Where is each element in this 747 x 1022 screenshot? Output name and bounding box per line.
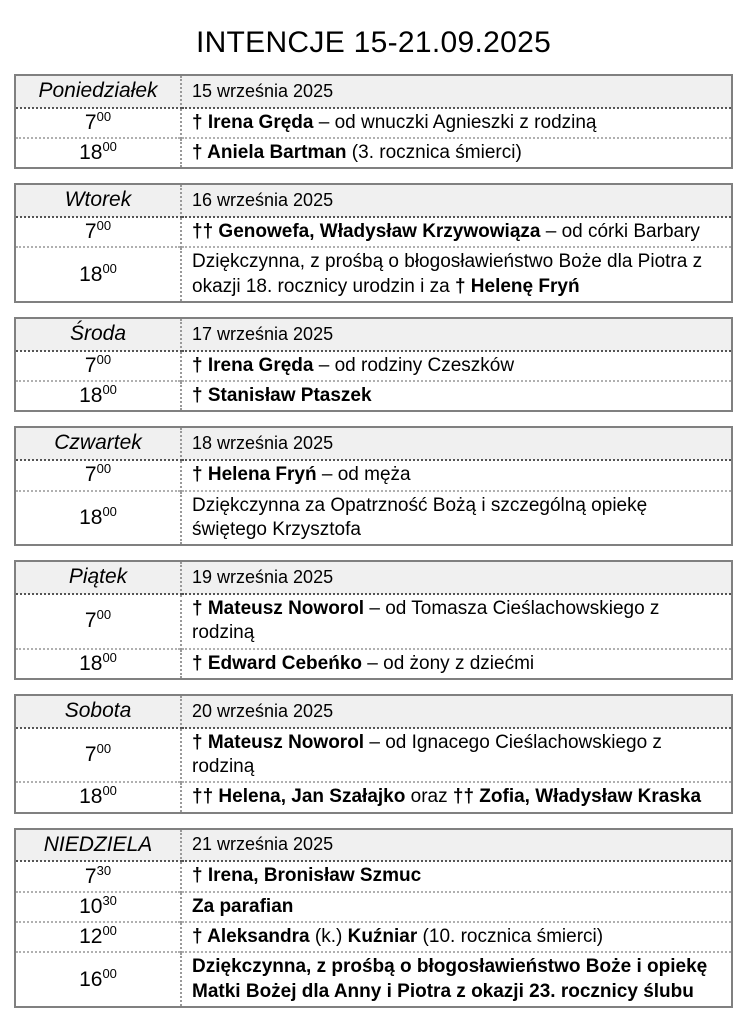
intention-row [15, 351, 732, 381]
mass-time-cell: $12^{00}$ [15, 922, 181, 952]
intention-bold-text: † Irena Gręda [192, 111, 314, 133]
intention-text-cell [181, 594, 732, 649]
mass-time-cell: $10^{30}$ [15, 892, 181, 922]
document-page [0, 26, 747, 1008]
intention-text-cell [181, 782, 732, 812]
intention-bold-text: † Helenę Fryń [454, 275, 580, 297]
intention-regular-text: oraz [405, 786, 453, 808]
mass-time-cell: $18^{00}$ [15, 491, 181, 546]
intention-regular-text: – od męża [316, 464, 411, 486]
intention-row [15, 381, 732, 411]
intention-row [15, 728, 732, 783]
intention-regular-text: (3. rocznica śmierci) [346, 142, 522, 164]
time-minutes-superscript: 00 [96, 352, 112, 368]
time-minutes-superscript: 30 [96, 862, 112, 878]
time-minutes-superscript: 00 [96, 607, 112, 623]
day-name-cell: Wtorek [15, 184, 181, 217]
intention-text-cell [181, 351, 732, 381]
intention-bold-text: †† Genowefa, Władysław Krzywowiąza [192, 221, 541, 243]
day-table [14, 74, 733, 169]
mass-time-cell: $7^{00}$ [15, 594, 181, 649]
intention-text-cell [181, 247, 732, 302]
intention-bold-text: † Mateusz Noworol [192, 731, 365, 753]
intention-bold-text: †† Zofia, Władysław Kraska [452, 786, 702, 808]
mass-time-cell: $18^{00}$ [15, 247, 181, 302]
day-header-row [15, 318, 732, 351]
time-minutes-superscript: 00 [102, 382, 117, 398]
day-name-cell: Poniedziałek [15, 75, 181, 108]
time-minutes-superscript: 00 [102, 503, 117, 519]
intention-regular-text: – od wnuczki Agnieszki z rodziną [313, 111, 597, 133]
intention-row [15, 782, 732, 812]
intention-bold-text: † Stanisław Ptaszek [192, 385, 372, 407]
date-cell: 17 września 2025 [181, 318, 732, 351]
intention-regular-text: (10. rocznica śmierci) [417, 925, 604, 947]
time-minutes-superscript: 00 [102, 139, 117, 155]
intention-regular-text: – od Tomasza Cieślachowskiego z rodziną [192, 597, 660, 644]
day-name-cell: NIEDZIELA [15, 829, 181, 862]
intention-regular-text: – od rodziny Czeszków [313, 354, 515, 376]
intention-bold-text: † Aleksandra [192, 925, 310, 947]
mass-time-cell: $18^{00}$ [15, 138, 181, 168]
intention-row [15, 108, 732, 138]
intention-bold-text: † Mateusz Noworol [192, 597, 365, 619]
date-cell: 21 września 2025 [181, 829, 732, 862]
intention-row [15, 952, 732, 1007]
intention-regular-text: Dziękczynna za Opatrzność Bożą i szczególną opiekę świętego Krzysztofa [192, 494, 648, 540]
time-minutes-superscript: 00 [102, 260, 117, 276]
intention-row [15, 861, 732, 891]
intention-bold-text: † Edward Cebeńko [192, 652, 362, 674]
time-minutes-superscript: 00 [96, 218, 112, 234]
time-minutes-superscript: 00 [96, 108, 112, 124]
intention-regular-text: – od córki Barbary [540, 221, 700, 243]
intention-row [15, 594, 732, 649]
intention-regular-text: (k.) [309, 925, 348, 947]
day-header-row [15, 75, 732, 108]
date-cell: 20 września 2025 [181, 695, 732, 728]
mass-time-cell: $18^{00}$ [15, 381, 181, 411]
intention-regular-text: – od żony z dziećmi [362, 652, 535, 674]
day-table [14, 183, 733, 303]
mass-time-cell: $7^{00}$ [15, 217, 181, 247]
intention-text-cell [181, 728, 732, 783]
intention-bold-text: † Irena, Bronisław Szmuc [192, 865, 422, 887]
intention-row [15, 922, 732, 952]
intention-row [15, 892, 732, 922]
intention-bold-text: Za parafian [192, 895, 294, 917]
intention-row [15, 217, 732, 247]
day-table [14, 426, 733, 546]
intention-text-cell [181, 381, 732, 411]
intention-row [15, 491, 732, 546]
intention-bold-text: Dziękczynna, z prośbą o błogosławieństwo Boże i opiekę Matki Bożej dla Anny i Piotra z okazji 23. rocznicy ślubu [192, 956, 708, 1002]
time-minutes-superscript: 00 [96, 740, 112, 756]
intention-row [15, 649, 732, 679]
mass-time-cell: $7^{00}$ [15, 351, 181, 381]
day-header-row [15, 829, 732, 862]
intention-text-cell [181, 460, 732, 490]
intention-text-cell [181, 892, 732, 922]
mass-time-cell: $7^{00}$ [15, 460, 181, 490]
page-title: INTENCJE 15-21.09.2025 [195, 26, 552, 59]
intention-text-cell [181, 861, 732, 891]
day-table [14, 560, 733, 680]
intention-bold-text: Kuźniar [347, 925, 418, 947]
intention-regular-text: – od Ignacego Cieślachowskiego z rodziną [192, 731, 662, 777]
intention-text-cell [181, 649, 732, 679]
intention-row [15, 460, 732, 490]
mass-time-cell: $7^{00}$ [15, 728, 181, 783]
intention-bold-text: † Aniela Bartman [192, 142, 347, 164]
date-cell: 19 września 2025 [181, 561, 732, 594]
day-table [14, 317, 733, 412]
intention-text-cell [181, 952, 732, 1007]
intention-text-cell [181, 108, 732, 138]
intention-bold-text: † Helena Fryń [192, 464, 317, 486]
mass-time-cell: $18^{00}$ [15, 649, 181, 679]
mass-time-cell: $7^{30}$ [15, 861, 181, 891]
day-header-row [15, 695, 732, 728]
time-minutes-superscript: 00 [96, 461, 112, 477]
time-minutes-superscript: 00 [102, 649, 117, 665]
day-header-row [15, 427, 732, 460]
day-header-row [15, 184, 732, 217]
day-table [14, 828, 733, 1008]
intention-text-cell [181, 491, 732, 546]
schedule-tables [0, 74, 747, 1008]
time-minutes-superscript: 00 [102, 965, 117, 981]
mass-time-cell: $18^{00}$ [15, 782, 181, 812]
day-header-row [15, 561, 732, 594]
intention-text-cell [181, 217, 732, 247]
intention-bold-text: † Irena Gręda [192, 354, 314, 376]
time-minutes-superscript: 00 [102, 923, 117, 939]
intention-regular-text: Dziękczynna, z prośbą o błogosławieństwo Boże dla Piotra z okazji 18. rocznicy urodzin i za [192, 251, 703, 297]
date-cell: 18 września 2025 [181, 427, 732, 460]
date-cell: 16 września 2025 [181, 184, 732, 217]
day-name-cell: Sobota [15, 695, 181, 728]
day-name-cell: Piątek [15, 561, 181, 594]
intention-text-cell [181, 922, 732, 952]
intention-row [15, 138, 732, 168]
date-cell: 15 września 2025 [181, 75, 732, 108]
mass-time-cell: $16^{00}$ [15, 952, 181, 1007]
mass-time-cell: $7^{00}$ [15, 108, 181, 138]
day-name-cell: Środa [15, 318, 181, 351]
intention-bold-text: †† Helena, Jan Szałajko [192, 786, 406, 808]
time-minutes-superscript: 00 [102, 783, 117, 799]
day-table [14, 694, 733, 814]
intention-row [15, 247, 732, 302]
intention-text-cell [181, 138, 732, 168]
day-name-cell: Czwartek [15, 427, 181, 460]
time-minutes-superscript: 30 [102, 892, 117, 908]
